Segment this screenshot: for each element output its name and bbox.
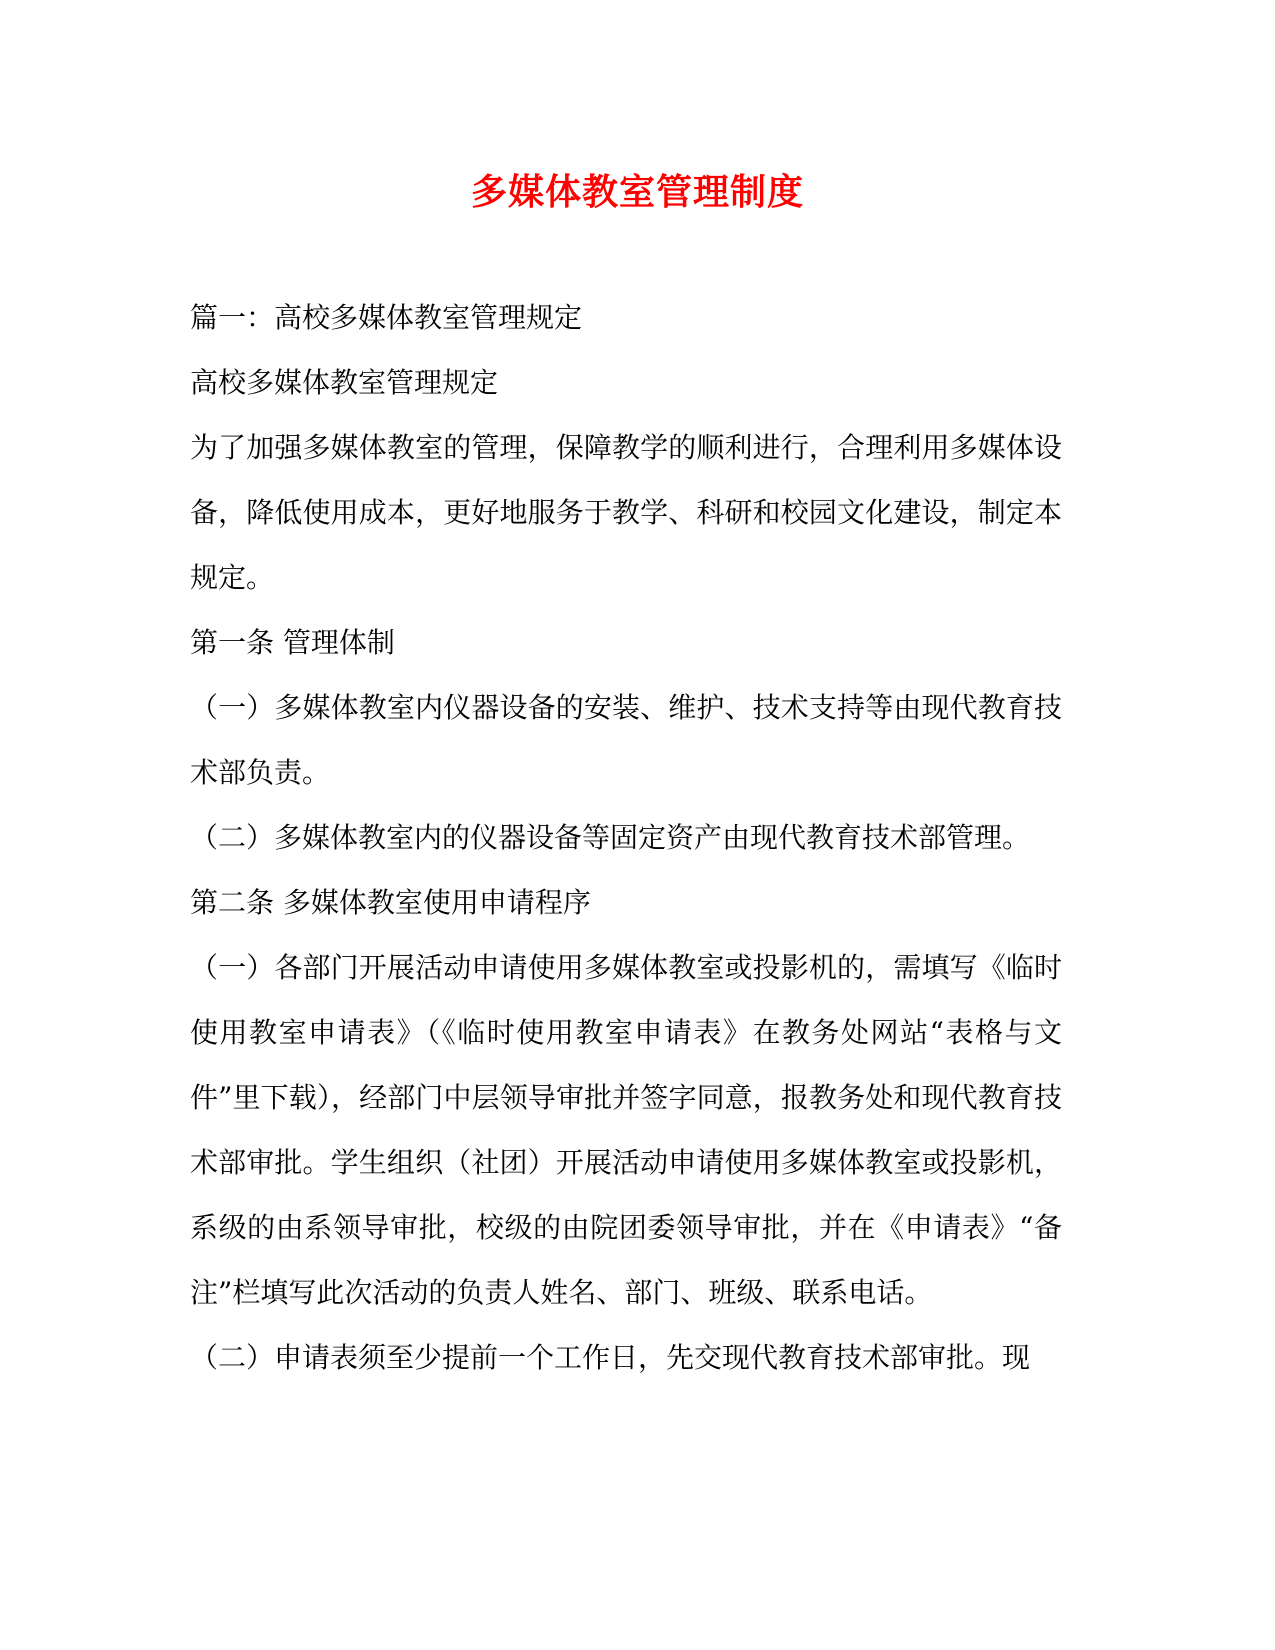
section-heading: 篇一：高校多媒体教室管理规定	[190, 301, 583, 334]
paragraph-1-2: （二）多媒体教室内的仪器设备等固定资产由现代教育技术部管理。	[190, 821, 1031, 854]
document-title: 多媒体教室管理制度	[470, 171, 804, 213]
paragraph-2-1: （一）各部门开展活动申请使用多媒体教室或投影机的，需填写《临时使用教室申请表》（《临时使用教室申请表》在教务处网站“表格与文件”里下载），经部门中层领导审批并签字同意，报教务处和现代教育技术部审批。学生组织（社团）开展活动申请使用多媒体教室或投影机，系级的由系领导审批，校级的由院团委领导审批，并在《申请表》“备注”栏填写此次活动的负责人姓名、部门、班级、联系电话。	[190, 951, 1062, 1309]
subheading: 高校多媒体教室管理规定	[190, 366, 499, 399]
document-body	[190, 285, 1062, 1390]
article-heading-1: 第一条 管理体制	[190, 626, 395, 659]
paragraph-2-2: （二）申请表须至少提前一个工作日，先交现代教育技术部审批。现	[190, 1341, 1031, 1374]
paragraph-intro: 为了加强多媒体教室的管理，保障教学的顺利进行，合理利用多媒体设备，降低使用成本，更好地服务于教学、科研和校园文化建设，制定本规定。	[190, 431, 1062, 594]
article-heading-2: 第二条 多媒体教室使用申请程序	[190, 886, 591, 919]
paragraph-1-1: （一）多媒体教室内仪器设备的安装、维护、技术支持等由现代教育技术部负责。	[190, 691, 1062, 789]
